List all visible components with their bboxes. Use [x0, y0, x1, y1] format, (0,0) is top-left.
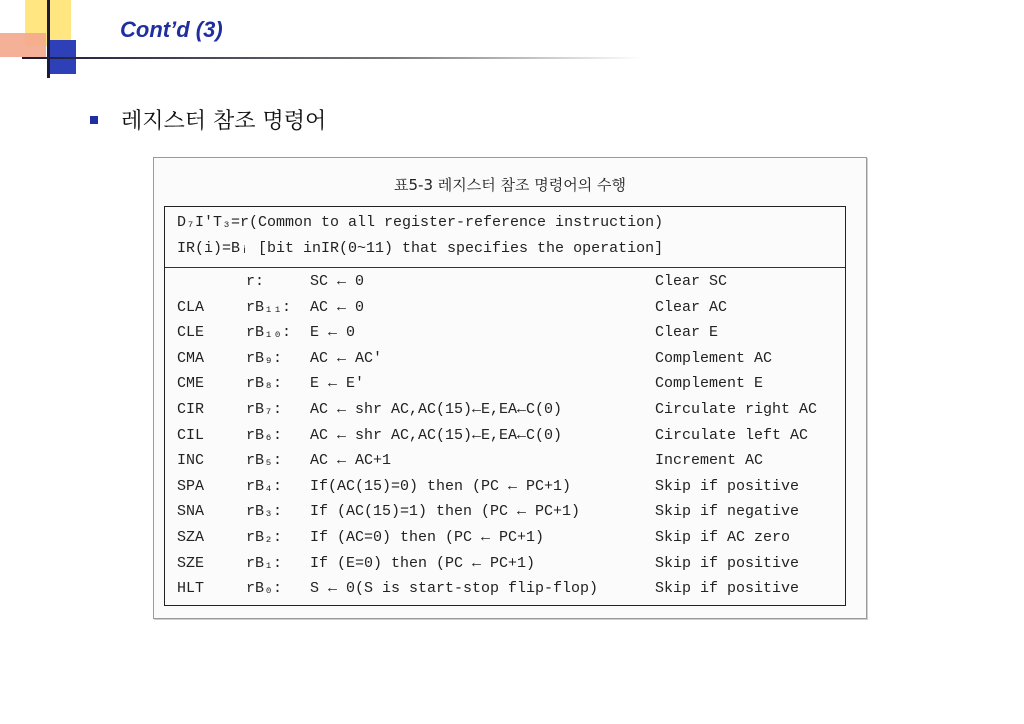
table-row [165, 503, 845, 529]
slide-title: Cont’d (3) [120, 17, 223, 42]
bullet-text: 레지스터 참조 명령어 [121, 109, 327, 134]
row-description: Skip if positive [655, 554, 800, 572]
row-description: Clear SC [655, 273, 728, 290]
row-description: Increment AC [655, 452, 764, 470]
row-operation: AC ← AC+1 [310, 452, 392, 470]
row-operation: AC ← AC' [310, 349, 383, 367]
row-operation: AC ← shr AC,AC(15)←E,EA←C(0) [310, 400, 563, 418]
table-header-line-1: D₇I'T₃=r(Common to all register-reference instruction) [177, 214, 664, 231]
table-row [165, 478, 845, 504]
row-operation: If (AC=0) then (PC ← PC+1) [310, 528, 545, 546]
row-operation: If (E=0) then (PC ← PC+1) [310, 554, 536, 572]
row-condition: rB₄: [246, 477, 283, 495]
row-operation: E ← E' [310, 375, 365, 393]
table-row [165, 401, 845, 427]
row-symbol: CME [177, 375, 205, 393]
table-row [165, 273, 845, 299]
table-header-line-2: IR(i)=Bᵢ [bit inIR(0~11) that specifies the operation] [177, 240, 664, 257]
row-description: Clear E [655, 324, 719, 342]
bullet-item [90, 104, 326, 135]
row-condition: rB₁: [246, 554, 283, 572]
decorative-vertical-line [47, 0, 50, 78]
row-operation: S ← 0(S is start-stop flip-flop) [310, 580, 599, 598]
row-description: Circulate left AC [655, 426, 809, 444]
row-symbol: SZA [177, 528, 205, 546]
table-divider [165, 267, 845, 268]
row-symbol: CLA [177, 298, 205, 316]
row-condition: rB₃: [246, 503, 283, 521]
row-description: Circulate right AC [655, 400, 818, 418]
table-row [165, 299, 845, 325]
row-symbol: INC [177, 452, 205, 470]
table-row [165, 350, 845, 376]
row-symbol: CIL [177, 426, 205, 444]
row-description: Clear AC [655, 298, 728, 316]
table-box [164, 206, 846, 606]
row-condition: rB₆: [246, 426, 283, 444]
row-operation: If (AC(15)=1) then (PC ← PC+1) [310, 503, 581, 521]
table-row [165, 580, 845, 606]
table-rows [165, 273, 845, 606]
row-symbol: SPA [177, 477, 205, 495]
row-description: Skip if positive [655, 580, 800, 598]
row-condition: r: [246, 273, 265, 290]
row-symbol: SZE [177, 554, 205, 572]
row-condition: rB₅: [246, 452, 283, 470]
register-reference-table-image [153, 157, 867, 619]
row-condition: rB₀: [246, 580, 283, 598]
row-condition: rB₂: [246, 528, 283, 546]
row-symbol: SNA [177, 503, 205, 521]
row-symbol: CIR [177, 400, 205, 418]
row-description: Complement E [655, 375, 764, 393]
row-operation: SC ← 0 [310, 273, 365, 290]
row-description: Skip if negative [655, 503, 800, 521]
table-row [165, 452, 845, 478]
row-description: Skip if positive [655, 477, 800, 495]
table-row [165, 555, 845, 581]
row-condition: rB₉: [246, 349, 283, 367]
title-underline [22, 57, 642, 59]
table-row [165, 427, 845, 453]
decorative-orange-block [0, 33, 46, 57]
row-description: Skip if AC zero [655, 528, 791, 546]
table-row [165, 375, 845, 401]
row-operation: AC ← 0 [310, 298, 365, 316]
row-condition: rB₁₁: [246, 298, 292, 316]
table-caption: 표5-3 레지스터 참조 명령어의 수행 [394, 176, 626, 194]
row-symbol: CLE [177, 324, 205, 342]
row-description: Complement AC [655, 349, 773, 367]
row-operation: AC ← shr AC,AC(15)←E,EA←C(0) [310, 426, 563, 444]
table-row [165, 324, 845, 350]
row-symbol: HLT [177, 580, 205, 598]
row-symbol: CMA [177, 349, 205, 367]
row-condition: rB₈: [246, 375, 283, 393]
row-operation: If(AC(15)=0) then (PC ← PC+1) [310, 477, 572, 495]
row-condition: rB₇: [246, 400, 283, 418]
row-condition: rB₁₀: [246, 324, 292, 342]
bullet-square-icon [90, 116, 98, 124]
row-operation: E ← 0 [310, 324, 356, 342]
table-row [165, 529, 845, 555]
